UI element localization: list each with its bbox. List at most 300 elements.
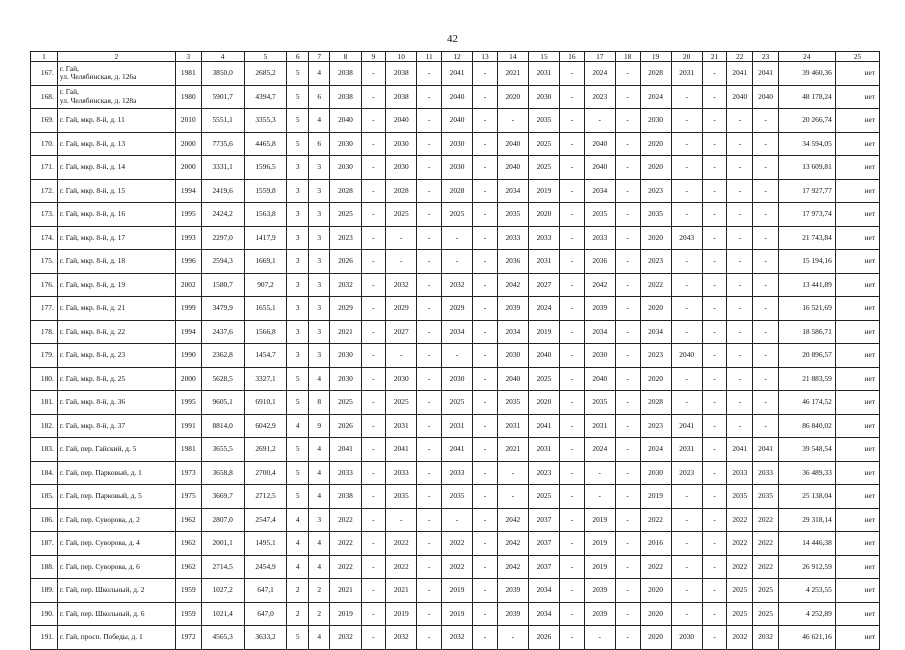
- table-cell: 2000: [175, 156, 201, 180]
- table-cell: 1975: [175, 485, 201, 509]
- table-cell: -: [727, 156, 753, 180]
- table-cell: 2035: [497, 203, 528, 227]
- table-cell: 5: [287, 391, 308, 415]
- table-cell: 2030: [441, 367, 472, 391]
- table-cell: -: [560, 273, 585, 297]
- table-cell: 2035: [497, 391, 528, 415]
- table-cell: 1596,5: [244, 156, 287, 180]
- table-cell: -: [727, 203, 753, 227]
- table-cell: 2030: [330, 367, 361, 391]
- table-cell: -: [560, 579, 585, 603]
- table-cell: 2039: [497, 579, 528, 603]
- table-cell: -: [615, 203, 640, 227]
- table-cell: 4: [308, 555, 329, 579]
- table-cell: 178.: [31, 320, 58, 344]
- table-cell: 2020: [640, 297, 671, 321]
- table-cell: 4: [308, 62, 329, 86]
- table-cell: 3: [287, 156, 308, 180]
- address-cell: г. Гай, просп. Победы, д. 1: [57, 626, 175, 650]
- table-cell: -: [727, 250, 753, 274]
- table-cell: 2424,2: [201, 203, 244, 227]
- table-cell: 4 252,89: [778, 602, 835, 626]
- table-cell: 2023: [584, 85, 615, 109]
- table-cell: -: [560, 391, 585, 415]
- table-cell: -: [417, 579, 442, 603]
- table-cell: -: [615, 485, 640, 509]
- table-row: [31, 391, 880, 415]
- table-cell: нет: [835, 532, 879, 556]
- table-cell: 2029: [441, 297, 472, 321]
- table-cell: -: [702, 414, 727, 438]
- table-cell: 4: [287, 414, 308, 438]
- table-cell: -: [615, 132, 640, 156]
- table-cell: 2037: [528, 555, 559, 579]
- table-cell: -: [753, 367, 779, 391]
- address-cell: г. Гай, мкр. 8-й, д. 22: [57, 320, 175, 344]
- table-cell: 3: [287, 179, 308, 203]
- table-cell: 2035: [584, 203, 615, 227]
- table-cell: -: [702, 555, 727, 579]
- table-cell: 3: [287, 320, 308, 344]
- table-row: [31, 132, 880, 156]
- address-cell: г. Гай, мкр. 8-й, д. 36: [57, 391, 175, 415]
- table-cell: 3669,7: [201, 485, 244, 509]
- table-cell: -: [560, 485, 585, 509]
- table-cell: 2030: [528, 85, 559, 109]
- table-row: [31, 579, 880, 603]
- table-cell: 1990: [175, 344, 201, 368]
- table-cell: 2031: [671, 62, 702, 86]
- table-cell: 2025: [330, 391, 361, 415]
- table-cell: 4: [287, 532, 308, 556]
- table-cell: 2712,5: [244, 485, 287, 509]
- table-cell: -: [473, 85, 498, 109]
- column-number-header: 8: [330, 52, 361, 62]
- table-cell: -: [671, 203, 702, 227]
- table-cell: -: [615, 438, 640, 462]
- table-cell: -: [671, 579, 702, 603]
- table-cell: 5628,5: [201, 367, 244, 391]
- table-cell: 2035: [386, 485, 417, 509]
- table-cell: 5: [287, 367, 308, 391]
- table-cell: -: [560, 344, 585, 368]
- table-cell: 5: [287, 109, 308, 133]
- table-cell: 2035: [753, 485, 779, 509]
- table-cell: -: [671, 179, 702, 203]
- table-cell: -: [417, 485, 442, 509]
- table-cell: 1995: [175, 203, 201, 227]
- table-cell: 4: [308, 461, 329, 485]
- column-number-header: 12: [441, 52, 472, 62]
- table-cell: -: [417, 297, 442, 321]
- table-cell: -: [727, 391, 753, 415]
- table-cell: 3655,5: [201, 438, 244, 462]
- table-cell: 3: [308, 320, 329, 344]
- column-number-header: 19: [640, 52, 671, 62]
- table-cell: -: [615, 602, 640, 626]
- table-cell: 2040: [497, 132, 528, 156]
- table-cell: -: [441, 226, 472, 250]
- table-cell: -: [727, 320, 753, 344]
- table-cell: 4 253,55: [778, 579, 835, 603]
- table-cell: -: [702, 391, 727, 415]
- table-cell: -: [417, 461, 442, 485]
- table-cell: 3: [308, 179, 329, 203]
- table-cell: 17 973,74: [778, 203, 835, 227]
- table-cell: -: [727, 367, 753, 391]
- table-cell: 2037: [528, 532, 559, 556]
- table-cell: 3355,3: [244, 109, 287, 133]
- table-cell: -: [361, 132, 386, 156]
- table-cell: 1994: [175, 179, 201, 203]
- table-cell: 2025: [330, 203, 361, 227]
- table-cell: -: [753, 344, 779, 368]
- table-cell: 647,1: [244, 579, 287, 603]
- table-row: [31, 250, 880, 274]
- table-cell: -: [615, 461, 640, 485]
- table-cell: нет: [835, 508, 879, 532]
- table-cell: 2030: [330, 344, 361, 368]
- column-number-header: 10: [386, 52, 417, 62]
- table-cell: 2034: [497, 320, 528, 344]
- table-cell: 2033: [330, 461, 361, 485]
- table-cell: 171.: [31, 156, 58, 180]
- table-cell: 2022: [330, 555, 361, 579]
- table-cell: -: [473, 461, 498, 485]
- table-cell: -: [702, 132, 727, 156]
- table-cell: 2035: [727, 485, 753, 509]
- table-cell: 5901,7: [201, 85, 244, 109]
- table-cell: 2042: [497, 555, 528, 579]
- column-number-header: 11: [417, 52, 442, 62]
- table-cell: -: [441, 344, 472, 368]
- table-cell: -: [497, 461, 528, 485]
- table-cell: -: [671, 132, 702, 156]
- table-cell: -: [702, 156, 727, 180]
- table-cell: 15 194,16: [778, 250, 835, 274]
- table-cell: -: [727, 109, 753, 133]
- table-cell: -: [361, 438, 386, 462]
- table-cell: 1994: [175, 320, 201, 344]
- table-cell: -: [417, 532, 442, 556]
- table-cell: 2033: [386, 461, 417, 485]
- table-cell: 20 896,57: [778, 344, 835, 368]
- table-cell: -: [727, 226, 753, 250]
- table-cell: 1563,8: [244, 203, 287, 227]
- table-cell: 2019: [528, 320, 559, 344]
- table-cell: -: [702, 532, 727, 556]
- table-cell: 1980: [175, 85, 201, 109]
- table-row: [31, 414, 880, 438]
- column-number-header: 9: [361, 52, 386, 62]
- table-row: [31, 555, 880, 579]
- table-row: [31, 62, 880, 86]
- table-cell: -: [560, 85, 585, 109]
- address-cell: г. Гай, мкр. 8-й, д. 19: [57, 273, 175, 297]
- table-cell: -: [615, 626, 640, 650]
- table-cell: -: [473, 485, 498, 509]
- table-cell: 3: [308, 226, 329, 250]
- table-cell: 2030: [386, 156, 417, 180]
- table-cell: 2019: [584, 508, 615, 532]
- table-cell: 3: [287, 273, 308, 297]
- table-cell: 2023: [640, 344, 671, 368]
- table-cell: 2025: [753, 579, 779, 603]
- table-cell: 2020: [528, 203, 559, 227]
- table-cell: 170.: [31, 132, 58, 156]
- table-cell: -: [361, 156, 386, 180]
- table-cell: 2028: [640, 391, 671, 415]
- table-cell: 168.: [31, 85, 58, 109]
- table-cell: нет: [835, 297, 879, 321]
- table-cell: 6042,9: [244, 414, 287, 438]
- table-cell: 2032: [753, 626, 779, 650]
- table-cell: 2020: [640, 156, 671, 180]
- table-cell: 2025: [727, 602, 753, 626]
- table-cell: -: [473, 344, 498, 368]
- table-cell: -: [753, 132, 779, 156]
- table-cell: 2594,3: [201, 250, 244, 274]
- table-cell: -: [584, 109, 615, 133]
- table-cell: 2023: [640, 179, 671, 203]
- table-cell: -: [361, 226, 386, 250]
- table-cell: -: [702, 226, 727, 250]
- table-cell: 5: [287, 438, 308, 462]
- table-cell: -: [473, 532, 498, 556]
- table-cell: 3: [287, 344, 308, 368]
- table-cell: -: [417, 250, 442, 274]
- table-cell: 1991: [175, 414, 201, 438]
- table-cell: 2036: [497, 250, 528, 274]
- table-cell: 5: [287, 485, 308, 509]
- table-cell: -: [753, 320, 779, 344]
- table-cell: 1669,1: [244, 250, 287, 274]
- table-cell: -: [473, 62, 498, 86]
- table-cell: 1454,7: [244, 344, 287, 368]
- table-cell: -: [615, 391, 640, 415]
- table-cell: -: [560, 461, 585, 485]
- table-cell: 2028: [441, 179, 472, 203]
- table-cell: 1655,1: [244, 297, 287, 321]
- table-cell: -: [473, 109, 498, 133]
- table-cell: 2043: [671, 226, 702, 250]
- table-row: [31, 485, 880, 509]
- table-cell: 3658,8: [201, 461, 244, 485]
- table-cell: -: [671, 109, 702, 133]
- table-cell: 2025: [386, 391, 417, 415]
- table-cell: -: [727, 273, 753, 297]
- table-cell: 2691,2: [244, 438, 287, 462]
- table-cell: 2038: [386, 62, 417, 86]
- table-cell: -: [753, 297, 779, 321]
- table-cell: 2040: [584, 156, 615, 180]
- table-cell: -: [560, 109, 585, 133]
- table-cell: 169.: [31, 109, 58, 133]
- table-cell: -: [702, 461, 727, 485]
- table-cell: 2040: [584, 132, 615, 156]
- table-cell: 2040: [497, 367, 528, 391]
- table-cell: 2041: [727, 62, 753, 86]
- table-cell: -: [361, 391, 386, 415]
- table-cell: -: [560, 62, 585, 86]
- address-cell: г. Гай, ул. Челябинская, д. 126а: [57, 62, 175, 86]
- table-cell: -: [753, 203, 779, 227]
- address-cell: г. Гай, мкр. 8-й, д. 37: [57, 414, 175, 438]
- table-cell: 20 266,74: [778, 109, 835, 133]
- table-cell: 184.: [31, 461, 58, 485]
- table-cell: 2025: [528, 485, 559, 509]
- table-cell: -: [361, 367, 386, 391]
- table-cell: 2039: [497, 602, 528, 626]
- table-cell: -: [753, 179, 779, 203]
- table-cell: -: [753, 156, 779, 180]
- table-cell: 2022: [640, 508, 671, 532]
- table-cell: 2032: [330, 626, 361, 650]
- table-cell: 2034: [528, 579, 559, 603]
- table-cell: -: [560, 508, 585, 532]
- table-cell: -: [361, 508, 386, 532]
- column-number-header: 15: [528, 52, 559, 62]
- table-cell: 13 441,89: [778, 273, 835, 297]
- table-cell: нет: [835, 320, 879, 344]
- table-cell: 2024: [640, 85, 671, 109]
- table-cell: 1981: [175, 438, 201, 462]
- table-cell: нет: [835, 85, 879, 109]
- table-cell: 2030: [640, 109, 671, 133]
- table-row: [31, 203, 880, 227]
- address-cell: г. Гай, пер. Суворова, д. 4: [57, 532, 175, 556]
- table-cell: 2030: [640, 461, 671, 485]
- table-cell: 2031: [528, 250, 559, 274]
- table-cell: -: [560, 156, 585, 180]
- table-cell: -: [497, 626, 528, 650]
- table-cell: 2032: [441, 626, 472, 650]
- table-cell: 46 174,52: [778, 391, 835, 415]
- table-cell: 2: [308, 602, 329, 626]
- table-cell: 2026: [330, 250, 361, 274]
- table-cell: 2033: [753, 461, 779, 485]
- column-number-header: 13: [473, 52, 498, 62]
- table-cell: 2041: [753, 62, 779, 86]
- table-cell: нет: [835, 62, 879, 86]
- table-cell: 5: [287, 85, 308, 109]
- table-cell: -: [473, 508, 498, 532]
- table-cell: нет: [835, 344, 879, 368]
- table-cell: -: [615, 555, 640, 579]
- table-cell: -: [702, 250, 727, 274]
- column-number-header: 20: [671, 52, 702, 62]
- table-cell: -: [702, 367, 727, 391]
- table-cell: -: [615, 273, 640, 297]
- table-cell: -: [417, 85, 442, 109]
- table-cell: 2032: [441, 273, 472, 297]
- table-cell: -: [386, 250, 417, 274]
- table-cell: 2022: [753, 508, 779, 532]
- table-cell: -: [441, 250, 472, 274]
- table-cell: 2025: [386, 203, 417, 227]
- table-cell: -: [417, 226, 442, 250]
- table-cell: 2040: [497, 156, 528, 180]
- table-cell: -: [753, 226, 779, 250]
- table-cell: -: [702, 179, 727, 203]
- table-cell: -: [727, 344, 753, 368]
- table-cell: 2437,6: [201, 320, 244, 344]
- table-cell: 2033: [528, 226, 559, 250]
- table-cell: 2025: [727, 579, 753, 603]
- table-cell: -: [615, 250, 640, 274]
- table-cell: 1495,1: [244, 532, 287, 556]
- table-cell: -: [473, 250, 498, 274]
- column-number-header: 7: [308, 52, 329, 62]
- table-cell: -: [417, 367, 442, 391]
- table-cell: 2: [287, 579, 308, 603]
- column-number-header: 5: [244, 52, 287, 62]
- table-cell: -: [473, 273, 498, 297]
- table-cell: -: [361, 250, 386, 274]
- table-cell: -: [615, 179, 640, 203]
- table-cell: 2029: [386, 297, 417, 321]
- table-cell: -: [361, 532, 386, 556]
- table-cell: -: [584, 485, 615, 509]
- table-cell: -: [361, 461, 386, 485]
- table-cell: 2041: [753, 438, 779, 462]
- table-row: [31, 85, 880, 109]
- table-cell: 3: [308, 156, 329, 180]
- table-cell: 172.: [31, 179, 58, 203]
- table-cell: 2032: [386, 273, 417, 297]
- table-cell: -: [671, 250, 702, 274]
- table-cell: 1959: [175, 579, 201, 603]
- table-cell: 189.: [31, 579, 58, 603]
- address-cell: г. Гай, мкр. 8-й, д. 25: [57, 367, 175, 391]
- table-cell: 2002: [175, 273, 201, 297]
- table-row: [31, 156, 880, 180]
- table-cell: 2022: [330, 532, 361, 556]
- table-cell: 2031: [386, 414, 417, 438]
- table-cell: 173.: [31, 203, 58, 227]
- table-cell: 2685,2: [244, 62, 287, 86]
- table-cell: 188.: [31, 555, 58, 579]
- column-number-header: 3: [175, 52, 201, 62]
- table-cell: 2807,0: [201, 508, 244, 532]
- table-cell: -: [473, 438, 498, 462]
- table-cell: 2041: [386, 438, 417, 462]
- table-cell: 2030: [330, 156, 361, 180]
- table-cell: нет: [835, 485, 879, 509]
- table-cell: 2019: [584, 532, 615, 556]
- address-cell: г. Гай, мкр. 8-й, д. 21: [57, 297, 175, 321]
- page-number: 42: [447, 33, 458, 45]
- table-cell: 4: [287, 555, 308, 579]
- table-cell: -: [671, 602, 702, 626]
- table-cell: 2030: [584, 344, 615, 368]
- address-cell: г. Гай, пер. Парковый, д. 1: [57, 461, 175, 485]
- table-cell: 2038: [386, 85, 417, 109]
- table-row: [31, 320, 880, 344]
- table-cell: -: [615, 226, 640, 250]
- table-cell: 2020: [640, 579, 671, 603]
- table-cell: 34 594,05: [778, 132, 835, 156]
- table-cell: -: [560, 414, 585, 438]
- table-cell: -: [560, 438, 585, 462]
- table-row: [31, 367, 880, 391]
- table-cell: 36 489,33: [778, 461, 835, 485]
- table-cell: 2030: [441, 156, 472, 180]
- table-cell: -: [584, 626, 615, 650]
- table-cell: 1962: [175, 508, 201, 532]
- table-cell: 179.: [31, 344, 58, 368]
- table-cell: -: [361, 85, 386, 109]
